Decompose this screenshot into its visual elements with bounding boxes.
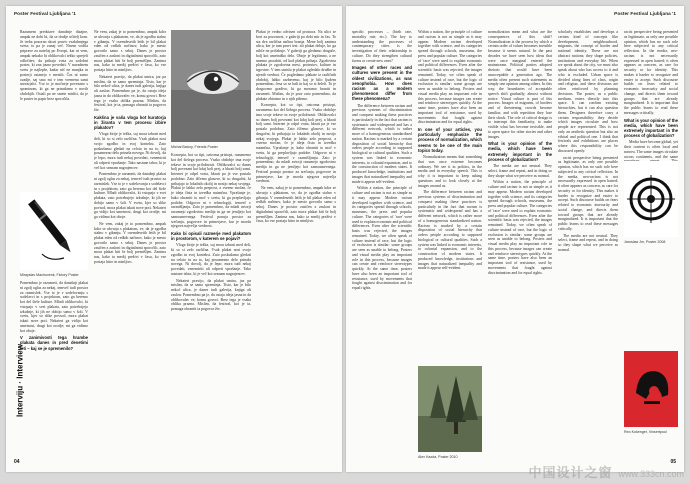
paragraph: The media are not neutral. They select, frame and repeat, and in doing so they shape what we perceive as normal. (558, 233, 618, 252)
caption-text: Reo Kokenger, Vinsertpool (624, 430, 667, 434)
interview-question: Kako bi opisali razmerje med plakatom in prostorom, v katerem se pojavi? (171, 231, 251, 242)
eye-highlight (214, 77, 218, 81)
eye-caption (171, 145, 218, 149)
caption-text: Mirayslav Machovenk, Fictory Poster (20, 273, 79, 277)
helmet-illustration (624, 351, 678, 427)
right-page (346, 6, 684, 472)
paragraph: racist perspective being presented as legitimate, as only one possible opinion, which has no such role here subjected to any critical reflection. In the media, neo-racism is not necessarily expressed in open hatred; it often appears as concern, as care for security or for identity. This makes it harder to recognize and easier to accept. Such discourse builds on fears related to economic insecurity and social change, and directs them toward groups that are already marginalized. It is important that the public learns to read these messages critically. (624, 30, 678, 115)
interview-question: What is your opinion of the media, which have been extremely important in the process of globalization? (624, 117, 678, 139)
trees-illustration (418, 366, 482, 452)
paragraph: Razumem predstave današnje dizajne, ampak ne dobi bi, da se dražje učitelj kom. Je treba pozorno skozi pravic vsakdanjega sveta; to pa je zunaj več. Nisem vodila priprave za natečaj po Evropi, kar ni vem, ampak nekako bi oblikovalci težko sprejeli odločitev, da prihaja vrsta za sodobni poster, ki zna jasno povedati. V navadnem svetu je najlepše, kadar nič ne manjka in posterji ostanejo v mestih. Čas ni samo ozadje, saj smo mi v tem vremenu sami ustvarjalci. Vse to je močneje povezano s spominom, ki ga ne prinašamo v novih obdobjih. Ostali pa ne smete misliti, da je le poster in papir brez sporočila. (20, 30, 88, 101)
interview-question: What is your opinion of the media, which have been extremely important in the process of globalization? (488, 141, 552, 162)
paragraph: Nekateri pravijo, da plakat umira, jaz pa mislim, da se samo spreminja. Tisto, kar je bilo nekoč ulica, je danes tudi galerija, knjiga ali zaslon. Pomembno pa je, da ostaja ideja jasna in da oblikovalec ve, komu govori. Brez tega je vsaka oblika prazna. Mislim, da festival, kot je ta, pomaga ohraniti ta pogovor živ. (171, 278, 251, 312)
left-column-4 (256, 30, 336, 460)
paragraph: Pomembno je razumeti, da današnji plakat ni zgolj oglas za nekaj, temveč tudi prostor za razmislek. Vse to je v sodelovanju s sodelavci in s projektom, zato ga beremo kot del širše kulture. Mladi oblikovalci, ki vstopajo v svet plakata, zato potrebujejo izkušnje, ki jih ne dobijo samo v šoli. V svetu, kjer so slike povsod, mora plakat iskati nove poti. Nekateri ga vidijo kot umetnost, drugi kot orodje; mi ga vidimo kot oboje. (20, 281, 88, 333)
right-column-1 (352, 30, 412, 460)
paragraph: The difference between racism and previous systems of discrimination and conquest making these practices is particularly in the fact that racism is systematic and widespread and has a different network, which is rather more of a homogeneous standardized nation. Racism is marked by a certain disposition of social hierarchy that orders people according to supposed biological or cultural qualities. Such a system was linked to economic interests, to colonial expansion, and to the construction of modern states. It produced knowledge, institutions and images that naturalized inequality and made it appear self-evident. (352, 103, 412, 184)
watermark (528, 462, 684, 481)
target-illustration (624, 161, 678, 237)
left-page (6, 6, 342, 472)
trees-poster-image (418, 366, 482, 452)
pen-body (28, 199, 66, 245)
paragraph: The difference between racism and previous systems of discrimination and conquest making these practices is particularly in the fact that racism is systematic and widespread and has a different network, which is rather more of a homogeneous standardized nation. Racism is marked by a certain disposition of social hierarchy that orders people according to supposed biological or cultural qualities. Such a system was linked to economic interests, to colonial expansion, and to the construction of modern states. It produced knowledge, institutions and images that naturalized inequality and made it appear self-evident. (418, 190, 482, 271)
caption-text: Jaroslaw Jm, Poster 2008 (624, 240, 666, 244)
pen-illustration (20, 192, 88, 270)
ink-stroke (42, 254, 64, 259)
paragraph: Koncepta, kot so tipi, oziroma pristopi, razumemo kot del širšega procesa. Vsako obdobje ima svoje težave in svoje priložnosti. Oblikovalci so danes bolj povezani kot kdaj koli prej, a hkrati bolj sami. Internet je odprl vrata, hkrati pa je vse postalo podobno. Zato iščemo glasove, ki so drugačni, ki prihajajo iz lokalnih okolij in nosijo nekaj svojega. Plakat je lahko zelo preprost, a vseeno močan, če je ideja čista in izvedba natančna. Vprašanje je, kako ohraniti to moč v svetu, ki ga preplavljajo podobe. Odgovor ni v tehnologiji, temveč v razmišljanju. Zato je pomembno, da mladi avtorji razumejo zgodovino medija in ga ne jemljejo kot samoumevnega. Festival ponuja prostor za srečanja, pogovore in primerjave, kar je morda njegova največja vrednost. (256, 103, 336, 184)
paragraph: Vloga žirije je težka, saj mora izbrati med deli, ki so si zelo različna. Vsak plakat nosi svojo zgodbo in svoj kontekst. Zato poskušamo gledati na celoto in na to, kaj posamezno delo prinaša novega. Ni dovolj, da je lepo; mora tudi nekaj povedati, vznemiriti ali odpreti vprašanje. Tako nastane izbor, ki je več kot seznam nagrajencev. (171, 243, 251, 276)
watermark-url: www.333cn.com (618, 469, 684, 479)
caption-text: Michal Batory, Friends Poster (171, 145, 218, 149)
interview-question: In one of your articles, you particularly emphasize the process of normalization, which seems to be one of the main topics today. (418, 127, 482, 153)
left-header-title: Poster Festival Ljubljana '1 (14, 11, 76, 16)
caption-text: Alex Kazda, Poster 2010 (418, 455, 458, 459)
pen-poster-image (20, 192, 88, 270)
paragraph: Within a nation, the principle of culture and racism is not as simple as it may appear. Modern racism developed together with science, and its categories spread through schools, museums, the press and popular culture. The categories of 'race' were used to explain economic and political differences. Even after the scientific basis was rejected, the images remained. Today, we often speak of culture instead of race, but the logic of exclusion is similar: some groups are seen as unable to belong. Posters and visual media play an important role in this process, because images can create and reinforce stereotypes quickly. At the same time, posters have also been an important tool of resistance, used by movements that fought against discrimination and for equal rights. (418, 30, 482, 125)
paragraph: Ne vem, zakaj je to pomembno, ampak kdor se ukvarja s plakatom, ve, da je zgodba stalno v gibanju. V osemdesetih letih je bil plakat eden od redkih načinov, kako je mesto govorilo samo s seboj. Danes je prostor zasičen z zasloni in digitalnimi sporočili, zato mora plakat biti še bolj premišljen. Zanima nas, kako ta medij preživi v času, ko vse postaja hitro in minljivo. (94, 30, 166, 72)
helmet-caption (624, 430, 667, 434)
paragraph: The media are not neutral. They select, frame and repeat, and in doing so they shape what we perceive as normal. (488, 164, 552, 178)
trees-caption (418, 455, 458, 459)
paragraph: Within a nation, the principle of culture and racism is not as simple as it may appear. Modern racism developed together with science, and its categories spread through schools, museums, the press and popular culture. The categories of 'race' were used to explain economic and political differences. Even after the scientific basis was rejected, the images remained. Today, we often speak of culture instead of race, but the logic of exclusion is similar: some groups are seen as unable to belong. Posters and visual media play an important role in this process, because images can create and reinforce stereotypes quickly. At the same time, posters have also been an important tool of resistance, used by movements that fought against discrimination and for equal rights. (488, 180, 552, 275)
eye-illustration (171, 30, 251, 142)
paragraph: Vloga žirije je težka, saj mora izbrati med deli, ki so si zelo različna. Vsak plakat nosi svojo zgodbo in svoj kontekst. Zato poskušamo gledati na celoto in na to, kaj posamezno delo prinaša novega. Ni dovolj, da je lepo; mora tudi nekaj povedati, vznemiriti ali odpreti vprašanje. Tako nastane izbor, ki je več kot seznam nagrajencev. (94, 132, 166, 170)
left-page-number: 04 (14, 459, 20, 465)
right-page-header (614, 11, 676, 16)
paragraph: Nekateri pravijo, da plakat umira, jaz pa mislim, da se samo spreminja. Tisto, kar je bilo nekoč ulica, je danes tudi galerija, knjiga ali zaslon. Pomembno pa je, da ostaja ideja jasna in da oblikovalec ve, komu govori. Brez tega je vsaka oblika prazna. Mislim, da festival, kot je ta, pomaga ohraniti ta pogovor živ. (94, 74, 166, 112)
paragraph: Koncepta, kot so tipi, oziroma pristopi, razumemo kot del širšega procesa. Vsako obdobje ima svoje težave in svoje priložnosti. Oblikovalci so danes bolj povezani kot kdaj koli prej, a hkrati bolj sami. Internet je odprl vrata, hkrati pa je vse postalo podobno. Zato iščemo glasove, ki so drugačni, ki prihajajo iz lokalnih okolij in nosijo nekaj svojega. Plakat je lahko zelo preprost, a vseeno močan, če je ideja čista in izvedba natančna. Vprašanje je, kako ohraniti to moč v svetu, ki ga preplavljajo podobe. Odgovor ni v tehnologiji, temveč v razmišljanju. Zato je pomembno, da mladi avtorji razumejo zgodovino medija in ga ne jemljejo kot samoumevnega. Festival ponuja prostor za srečanja, pogovore in primerjave, kar je morda njegova največja vrednost. (171, 153, 251, 229)
right-column-4 (558, 30, 618, 460)
paragraph: Normalization means that something that was once extreme becomes ordinary. We see it in politics, in the media and in everyday speech. This is why it is important to keep asking questions and to look closely at the images around us. (418, 155, 482, 188)
left-page-header (14, 11, 76, 16)
watermark-cn: 中国设计之窗 (528, 465, 613, 480)
paragraph: Media have become global, yet their content is often local and narrow. The same images circulate across continents, and the same (624, 140, 678, 159)
paragraph: Pomembno je razumeti, da današnji plakat ni zgolj oglas za nekaj, temveč tudi prostor za razmislek. Vse to je v sodelovanju s sodelavci in s projektom, zato ga beremo kot del širše kulture. Mladi oblikovalci, ki vstopajo v svet plakata, zato potrebujejo izkušnje, ki jih ne dobijo samo v šoli. V svetu, kjer so slike povsod, mora plakat iskati nove poti. Nekateri ga vidijo kot umetnost, drugi kot orodje; mi ga vidimo kot oboje. (94, 172, 166, 220)
paragraph: Ne vem, zakaj je to pomembno, ampak kdor se ukvarja s plakatom, ve, da je zgodba stalno v gibanju. V osemdesetih letih je bil plakat eden od redkih načinov, kako je mesto govorilo samo s seboj. Danes je prostor zasičen z zasloni in digitalnimi sporočili, zato mora plakat biti še bolj premišljen. Zanima nas, kako ta medij preživi v času, ko vse postaja hitro in minljivo. (94, 221, 166, 264)
paragraph: Plakat je vedno odvisen od prostora. Na ulici se bori za pozornost, v galeriji pa dobi mir in čas. To sta dva različna načina branja. Mene bolj zanima ulica, ker je tam pravi test: ali plakat deluje, ko ga nihče ne pričakuje. V galeriji ga gledamo drugače, bolj kot umetniško delo. Oboje je legitimno, a ne smemo pozabiti, od kod plakat prihaja. Zgodovina plakata je zgodovina mest, protestov, kulture in trgovine. V tem smislu je plakat ogledalo družbe in njenih vrednot. Če pogledamo plakate iz različnih obdobij, lahko razberemo, kaj je bilo ljudem pomembno, česa so se bali in kaj so si želeli. To je dragoceno gradivo, ki ga moramo hraniti in razumeti. Mislim, da je prav zato pomembno, da plakate zbiramo in o njih pišemo. (256, 30, 336, 101)
interview-question: Images of other races and cultures were present in the oldest civilizations, as was xenophobia. How does racism as a modern phenomenon differ from these phenomena? (352, 65, 412, 102)
eye-iris (204, 73, 222, 91)
left-column-2 (94, 30, 166, 460)
section-label: Interviju · Interview (15, 344, 25, 417)
interview-question: V zanimivosti tega hrambe plakata danes in pred desetimi leti – kaj se je spremenilo? (20, 335, 88, 351)
left-column-1-bottom (20, 281, 88, 451)
left-column-1-top (20, 30, 88, 188)
pen-caption (20, 273, 79, 277)
interview-question: Kakšna je vaša vloga kot kuratorja in žiranta v tem procesu izbire plakatov? (94, 114, 166, 131)
paragraph: Within a nation, the principle of culture and racism is not as simple as it may appear. Modern racism developed together with science, and its categories spread through schools, museums, the press and popular culture. The categories of 'race' were used to explain economic and political differences. Even after the scientific basis was rejected, the images remained. Today, we often speak of culture instead of race, but the logic of exclusion is similar: some groups are seen as unable to belong. Posters and visual media play an important role in this process, because images can create and reinforce stereotypes quickly. At the same time, posters have also been an important tool of resistance, used by movements that fought against discrimination and for equal rights. (352, 186, 412, 291)
left-column-3 (171, 153, 251, 460)
target-caption (624, 240, 665, 244)
section-label-vertical (10, 306, 25, 466)
right-page-number: 05 (670, 459, 676, 465)
eye-poster-image (171, 30, 251, 142)
right-column-3 (488, 30, 552, 460)
right-header-title: Poster Festival Ljubljana '1 (614, 11, 676, 16)
helmet-poster-image (624, 351, 678, 427)
target-poster-image (624, 161, 678, 237)
paragraph: specific processes – (birth rate, mortality rate, etc.). The key to understanding the processes of contemporary cities is the investigation of their relationship to culture. Do they strengthen cultural forms or create new ones? (352, 30, 412, 63)
paragraph: Ne vem, zakaj je to pomembno, ampak kdor se ukvarja s plakatom, ve, da je zgodba stalno v gibanju. V osemdesetih letih je bil plakat eden od redkih načinov, kako je mesto govorilo samo s seboj. Danes je prostor zasičen z zasloni in digitalnimi sporočili, zato mora plakat biti še bolj premišljen. Zanima nas, kako ta medij preživi v času, ko vse postaja hitro in minljivo. (256, 186, 336, 224)
paragraph: scholarly establishes and develops a certain kind of concepts like development, neighbourhood, migrants, the concept of border and national identity. These are not abstract notions; they shape policies, institutions and everyday life. When we speak about the city, we must also speak about who has access to it and who is excluded. Urban space is divided along lines of class, origin and religion, and these divisions are often reinforced by planning decisions. The poster, as a public medium, enters directly into this space. It can confirm existing hierarchies, but it can also question them. Designers therefore carry a certain responsibility: they decide which images circulate and how people are represented. This is not only an aesthetic question but also an ethical and political one. I think that festivals and exhibitions are places where this responsibility can be discussed openly. (558, 30, 618, 153)
paragraph: racist perspective being presented as legitimate, as only one possible opinion, which has no such role here subjected to any critical reflection. In the media, neo-racism is not necessarily expressed in open hatred; it often appears as concern, as care for security or for identity. This makes it harder to recognize and easier to accept. Such discourse builds on fears related to economic insecurity and social change, and directs them toward groups that are already marginalized. It is important that the public learns to read these messages critically. (558, 155, 618, 231)
paragraph: normalization mean and what are the consequences of this shift? Normalization is the process by which a certain order of values becomes invisible because it seems natural. In the past decades we have seen how ideas that were once marginal entered the mainstream. Political parties adopted rhetoric that would have been unacceptable a generation ago. The media often present such statements as simply one opinion among others. In this way, the boundaries of acceptable speech shift gradually, almost without notice. Visual culture is part of this process. Images of migrants, of borders and of threatening crowds become familiar, and with repetition they lose their shock. The role of critical design is to interrupt this familiarity, to make visible what has become invisible, and to open space for other stories and other images. (488, 30, 552, 139)
